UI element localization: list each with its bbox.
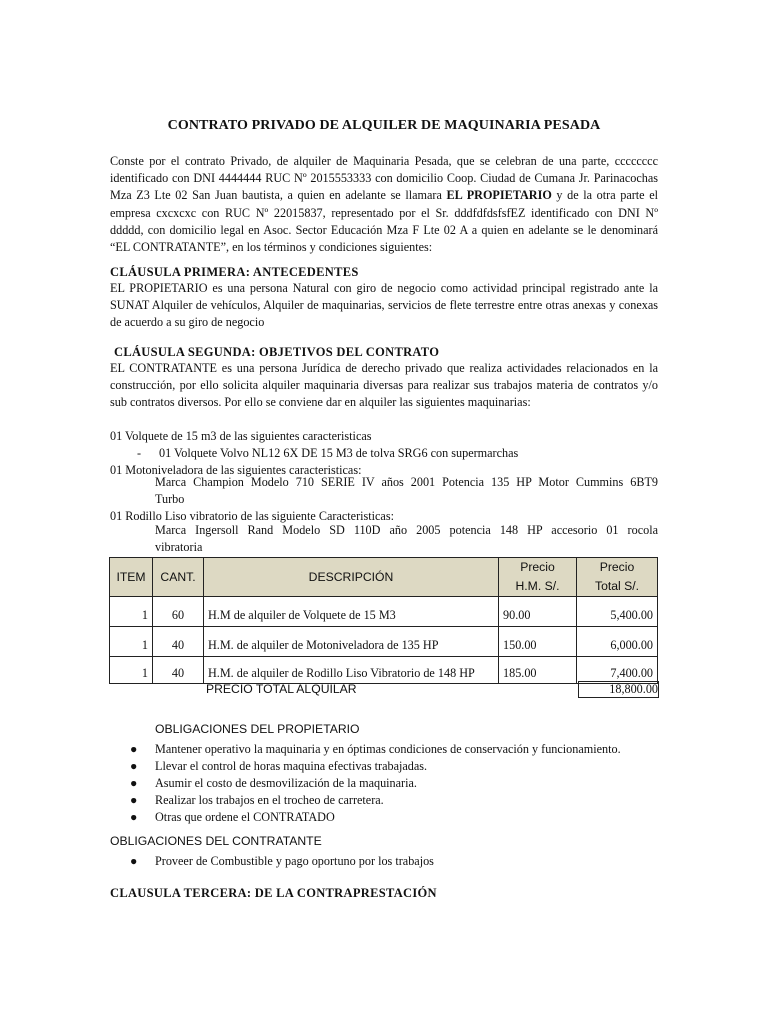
header-item: ITEM <box>110 558 153 597</box>
row3-desc: H.M. de alquiler de Rodillo Liso Vibratorio de 148 HP <box>204 657 499 684</box>
row2-item: 1 <box>110 627 153 657</box>
owner-obligation-5: Otras que ordene el CONTRATADO <box>155 810 335 824</box>
bullet-icon: ● <box>130 810 138 824</box>
row2-hm: 150.00 <box>499 627 577 657</box>
list-item <box>130 775 621 792</box>
list-item <box>130 741 621 758</box>
row1-item: 1 <box>110 597 153 627</box>
client-obligations-heading: OBLIGACIONES DEL CONTRATANTE <box>110 834 322 848</box>
document-title: CONTRATO PRIVADO DE ALQUILER DE MAQUINARIA PESADA <box>167 118 601 133</box>
bullet-icon: ● <box>130 854 138 868</box>
row3-total: 7,400.00 <box>577 657 658 684</box>
list-item <box>130 809 621 826</box>
clause3-heading: CLAUSULA TERCERA: DE LA CONTRAPRESTACIÓN <box>110 886 437 900</box>
table-header-row <box>110 558 658 597</box>
intro-paragraph <box>110 153 658 256</box>
bullet-icon: ● <box>130 742 138 756</box>
owner-obligations-list <box>130 741 621 826</box>
header-precio-hm-line1: Precio <box>520 560 555 574</box>
machine2-detail: Marca Champion Modelo 710 SERIE IV años 2001 Potencia 135 HP Motor Cummins 6BT9 <box>155 475 658 489</box>
row2-total: 6,000.00 <box>577 627 658 657</box>
table-row <box>110 657 658 684</box>
total-label: PRECIO TOTAL ALQUILAR <box>206 682 357 696</box>
header-precio-hm <box>499 558 577 597</box>
owner-obligation-3: Asumir el costo de desmovilización de la maquinaria. <box>155 776 417 790</box>
bullet-icon: ● <box>130 776 138 790</box>
machine1-detail: 01 Volquete Volvo NL12 6X DE 15 M3 de tolva SRG6 con supermarchas <box>159 446 519 460</box>
header-descripcion: DESCRIPCIÓN <box>204 558 499 597</box>
clause2-paragraph: EL CONTRATANTE es una persona Jurídica de derecho privado que realiza actividades relacionados en la construcción, por ello solicita alquiler maquinaria diversas para realizar sus trabajos materia de contratos y/o sub contratos diversos. Por ello se conviene dar en alquiler las siguientes maquinarias: <box>110 361 658 410</box>
client-obligations-list <box>130 853 434 870</box>
list-item <box>130 758 621 775</box>
list-item <box>130 853 434 870</box>
header-cant: CANT. <box>153 558 204 597</box>
intro-text-1: Conste por el contrato Privado, de alquiler de Maquinaria Pesada, que se celebran de una parte, cccccccc identificado con DNI 4444444 RUC Nº 2015553333 con domicilio Coop. Ciudad de Cumana Jr. Parinacochas Mza Z3 Lte 02 San Juan bautista, a quien en adelante se llamara <box>110 154 658 203</box>
clause2-heading: CLÁUSULA SEGUNDA: OBJETIVOS DEL CONTRATO <box>114 345 440 359</box>
owner-obligation-1: Mantener operativo la maquinaria y en óptimas condiciones de conservación y funcionamiento. <box>155 742 621 756</box>
bullet-icon: ● <box>130 793 138 807</box>
row1-total: 5,400.00 <box>577 597 658 627</box>
intro-text-2: y de la otra parte el empresa cxcxcxc con RUC Nº 22015837, representado por el Sr. dddfdfdsfsfEZ identificado con DNI Nº ddddd, con domicilio legal en Asoc. Sector Educación Mza F Lte 02 A a quien en adelante se le denominará “EL CONTRATANTE”, en los términos y condiciones siguientes: <box>110 188 658 255</box>
list-item <box>130 792 621 809</box>
table-row <box>110 627 658 657</box>
machine1-dash: - <box>137 446 142 460</box>
header-precio-total-line2: Total S/. <box>594 579 640 593</box>
pricing-table <box>109 557 658 684</box>
bullet-icon: ● <box>130 759 138 773</box>
row3-item: 1 <box>110 657 153 684</box>
machine1-line: 01 Volquete de 15 m3 de las siguientes caracteristicas <box>110 429 372 443</box>
row2-desc: H.M. de alquiler de Motoniveladora de 135 HP <box>204 627 499 657</box>
machine3-detail-cont: vibratoria <box>155 540 203 554</box>
header-precio-total-line1: Precio <box>599 560 635 574</box>
total-value: 18,800.00 <box>578 681 659 698</box>
owner-obligations-heading: OBLIGACIONES DEL PROPIETARIO <box>155 722 360 736</box>
machine3-line: 01 Rodillo Liso vibratorio de las siguiente Caracteristicas: <box>110 509 394 523</box>
intro-owner-label: EL PROPIETARIO <box>446 188 552 203</box>
row1-cant: 60 <box>153 597 204 627</box>
client-obligation-1: Proveer de Combustible y pago oportuno por los trabajos <box>155 854 434 868</box>
row2-cant: 40 <box>153 627 204 657</box>
clause1-paragraph: EL PROPIETARIO es una persona Natural con giro de negocio como actividad principal registrado ante la SUNAT Alquiler de vehículos, Alquiler de maquinarias, servicios de flete terrestre entre otras anexas y conexas de acuerdo a su giro de negocio <box>110 281 658 330</box>
header-precio-hm-line2: H.M. S/. <box>515 579 560 593</box>
row3-hm: 185.00 <box>499 657 577 684</box>
machine2-detail-cont: Turbo <box>155 492 185 506</box>
owner-obligation-4: Realizar los trabajos en el trocheo de carretera. <box>155 793 384 807</box>
table-row <box>110 597 658 627</box>
row3-cant: 40 <box>153 657 204 684</box>
clause1-heading: CLÁUSULA PRIMERA: ANTECEDENTES <box>110 265 359 279</box>
owner-obligation-2: Llevar el control de horas maquina efectivas trabajadas. <box>155 759 428 773</box>
machine2-line: 01 Motoniveladora de las siguientes caracteristicas: <box>110 463 362 477</box>
header-precio-total <box>577 558 658 597</box>
row1-hm: 90.00 <box>499 597 577 627</box>
machine3-detail: Marca Ingersoll Rand Modelo SD 110D año 2005 potencia 148 HP accesorio 01 rocola <box>155 523 658 537</box>
row1-desc: H.M de alquiler de Volquete de 15 M3 <box>204 597 499 627</box>
